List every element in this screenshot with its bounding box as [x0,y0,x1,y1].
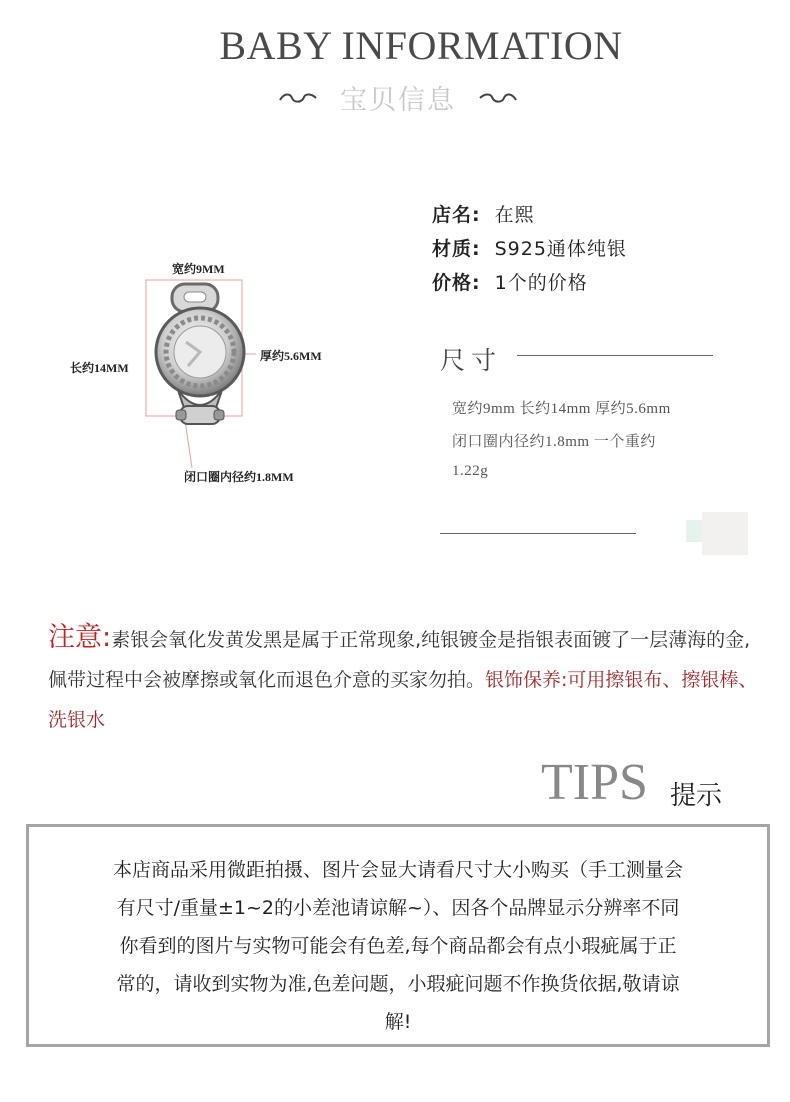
size-line: 1.22g [452,463,489,479]
tips-line: 你看到的图片与实物可能会有色差,每个商品都会有点小瑕疵属于正 [119,935,677,957]
care-text: 银饰保养:可用擦银布、擦银棒、洗银水 [48,669,758,731]
size-bottom-divider [440,533,636,534]
length-label: 长约14MM [70,361,129,375]
info-key: 价格: [432,272,481,294]
left-flourish-icon [278,91,318,105]
tips-line: 解! [384,1011,412,1033]
subtitle-row [0,78,790,117]
page-subtitle: 宝贝信息 [340,85,456,116]
right-flourish-icon [478,91,518,105]
size-line: 宽约9mm 长约14mm 厚约5.6mm [452,401,671,417]
size-heading: 尺寸 [440,346,503,375]
tips-subtitle: 提示 [670,781,723,811]
inner-diameter-label: 闭口圈内径约1.8MM [184,470,294,484]
info-key: 材质: [432,238,481,260]
page-title: BABY INFORMATION [219,23,623,68]
thickness-label: 厚约5.6MM [260,349,322,363]
info-row-shop [432,200,535,227]
notice-paragraph [48,618,760,740]
notice-text: 素银会氧化发黄发黑是属于正常现象,纯银镀金是指银表面镀了一层薄海的金,佩带过程中会被摩擦或氧化而退色介意的买家勿拍。 [48,629,751,691]
decorative-square [702,512,748,555]
tips-line: 常的，请收到实物为准,色差问题，小瑕疵问题不作换货依据,敬请谅 [116,973,680,995]
tips-box [26,824,770,1047]
size-line: 闭口圈内径约1.8mm 一个重约 [452,434,656,450]
tips-line: 有尺寸/重量±1~2的小差池请谅解~）、因各个品牌显示分辨率不同 [116,897,680,919]
product-diagram [60,250,360,500]
info-value: 1个的价格 [494,272,588,294]
tips-title: TIPS [541,754,648,811]
size-divider [517,355,713,356]
notice-label: 注意: [48,622,112,653]
info-row-price [432,268,588,295]
info-key: 店名: [432,204,481,226]
width-label: 宽约9MM [172,262,225,276]
info-value: 在熙 [494,204,535,226]
info-value: S925通体纯银 [494,238,627,260]
info-row-material [432,234,627,261]
tips-line: 本店商品采用微距拍摄、图片会显大请看尺寸大小购买（手工测量会 [112,859,683,881]
decorative-strip [686,520,702,542]
